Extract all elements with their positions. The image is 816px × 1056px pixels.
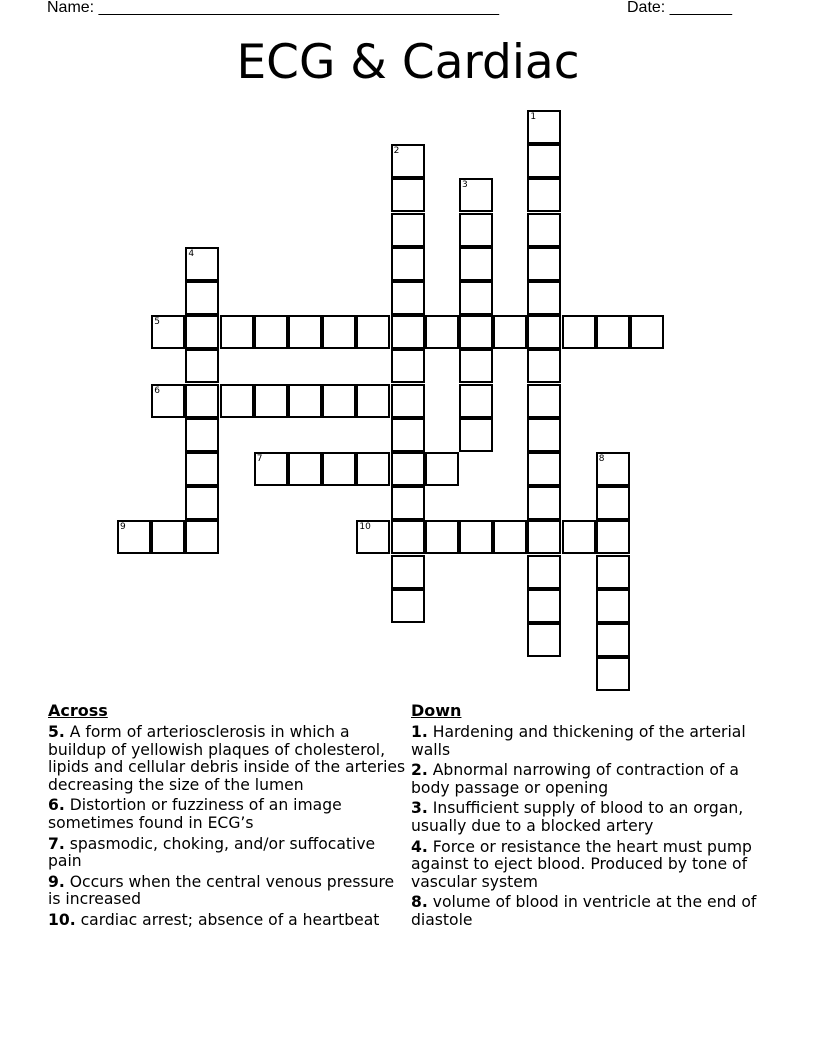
grid-cell[interactable] bbox=[391, 520, 425, 554]
down-clue bbox=[411, 800, 771, 835]
grid-cell[interactable] bbox=[220, 315, 254, 349]
grid-cell[interactable] bbox=[425, 452, 459, 486]
down-clue bbox=[411, 894, 771, 929]
clue-text: volume of blood in ventricle at the end of diastole bbox=[411, 893, 757, 929]
grid-cell[interactable] bbox=[151, 315, 185, 349]
grid-cell[interactable] bbox=[220, 384, 254, 418]
grid-cell[interactable] bbox=[391, 555, 425, 589]
grid-cell[interactable] bbox=[527, 555, 561, 589]
grid-cell[interactable] bbox=[356, 315, 390, 349]
grid-cell[interactable] bbox=[459, 281, 493, 315]
grid-cell[interactable] bbox=[391, 418, 425, 452]
grid-cell[interactable] bbox=[596, 657, 630, 691]
cell-number: 5 bbox=[154, 317, 160, 328]
grid-cell[interactable] bbox=[254, 315, 288, 349]
grid-cell[interactable] bbox=[562, 520, 596, 554]
grid-cell[interactable] bbox=[596, 520, 630, 554]
cell-number: 8 bbox=[598, 454, 605, 464]
grid-cell[interactable] bbox=[425, 520, 459, 554]
grid-cell[interactable] bbox=[288, 384, 322, 418]
down-clues bbox=[411, 702, 771, 933]
grid-cell[interactable] bbox=[117, 520, 151, 554]
grid-cell[interactable] bbox=[391, 384, 425, 418]
grid-cell[interactable] bbox=[527, 213, 561, 247]
grid-cell[interactable] bbox=[527, 110, 561, 144]
down-clue bbox=[411, 762, 771, 797]
grid-cell[interactable] bbox=[391, 144, 425, 178]
grid-cell[interactable] bbox=[630, 315, 664, 349]
clue-text: Abnormal narrowing of contraction of a body passage or opening bbox=[411, 761, 739, 797]
across-clue bbox=[48, 724, 406, 794]
cell-number: 6 bbox=[154, 385, 160, 396]
grid-cell[interactable] bbox=[459, 349, 493, 383]
grid-cell[interactable] bbox=[596, 589, 630, 623]
cell-number: 10 bbox=[359, 522, 371, 533]
grid-cell[interactable] bbox=[356, 520, 390, 554]
clue-number: 3. bbox=[411, 799, 428, 818]
clue-text: A form of arteriosclerosis in which a buildup of yellowish plaques of cholesterol, lipids and cellular debris inside of the arteries decreasing the size of the lumen bbox=[48, 723, 406, 794]
clue-number: 8. bbox=[411, 893, 428, 912]
grid-cell[interactable] bbox=[562, 315, 596, 349]
grid-cell[interactable] bbox=[459, 178, 493, 212]
grid-cell[interactable] bbox=[185, 452, 219, 486]
grid-cell[interactable] bbox=[527, 589, 561, 623]
grid-cell[interactable] bbox=[527, 349, 561, 383]
cell-number: 1 bbox=[530, 112, 537, 122]
grid-cell[interactable] bbox=[493, 520, 527, 554]
grid-cell[interactable] bbox=[391, 213, 425, 247]
grid-cell[interactable] bbox=[459, 247, 493, 281]
clue-text: Distortion or fuzziness of an image sometimes found in ECG’s bbox=[48, 796, 342, 832]
grid-cell[interactable] bbox=[185, 349, 219, 383]
cell-number: 2 bbox=[393, 146, 400, 157]
grid-cell[interactable] bbox=[254, 452, 288, 486]
cell-number: 9 bbox=[120, 522, 126, 533]
grid-cell[interactable] bbox=[527, 520, 561, 554]
grid-cell[interactable] bbox=[322, 452, 356, 486]
grid-cell[interactable] bbox=[185, 315, 219, 349]
grid-cell[interactable] bbox=[356, 384, 390, 418]
clue-text: cardiac arrest; absence of a heartbeat bbox=[80, 910, 380, 929]
clue-text: spasmodic, choking, and/or suffocative pain bbox=[48, 834, 376, 871]
grid-cell[interactable] bbox=[391, 281, 425, 315]
grid-cell[interactable] bbox=[527, 315, 561, 349]
grid-cell[interactable] bbox=[527, 247, 561, 281]
grid-cell[interactable] bbox=[596, 623, 630, 657]
grid-cell[interactable] bbox=[527, 486, 561, 520]
grid-cell[interactable] bbox=[596, 315, 630, 349]
clue-text: Force or resistance the heart must pump against to eject blood. Produced by tone of vascular system bbox=[411, 837, 752, 891]
date-field-label: Date: _______ bbox=[627, 0, 732, 16]
grid-cell[interactable] bbox=[527, 178, 561, 212]
grid-cell[interactable] bbox=[459, 315, 493, 349]
grid-cell[interactable] bbox=[527, 384, 561, 418]
clue-text: Insufficient supply of blood to an organ, usually due to a blocked artery bbox=[411, 799, 744, 835]
clue-number: 5. bbox=[48, 723, 65, 741]
down-clue bbox=[411, 839, 771, 892]
cell-number: 7 bbox=[256, 454, 263, 464]
grid-cell[interactable] bbox=[527, 418, 561, 452]
clue-number: 6. bbox=[48, 796, 65, 815]
clue-text: Occurs when the central venous pressure is increased bbox=[48, 872, 395, 909]
across-clues bbox=[48, 702, 406, 933]
grid-cell[interactable] bbox=[425, 315, 459, 349]
grid-cell[interactable] bbox=[459, 520, 493, 554]
clue-number: 7. bbox=[48, 834, 65, 853]
across-clue bbox=[48, 912, 406, 930]
cell-number: 3 bbox=[462, 180, 468, 191]
grid-cell[interactable] bbox=[185, 247, 219, 281]
grid-cell[interactable] bbox=[322, 384, 356, 418]
grid-cell[interactable] bbox=[527, 452, 561, 486]
grid-cell[interactable] bbox=[527, 281, 561, 315]
grid-cell[interactable] bbox=[391, 589, 425, 623]
clue-text: Hardening and thickening of the arterial walls bbox=[411, 723, 746, 759]
grid-cell[interactable] bbox=[459, 418, 493, 452]
grid-cell[interactable] bbox=[185, 384, 219, 418]
grid-cell[interactable] bbox=[596, 452, 630, 486]
grid-cell[interactable] bbox=[391, 247, 425, 281]
down-heading: Down bbox=[411, 701, 462, 720]
grid-cell[interactable] bbox=[322, 315, 356, 349]
clue-number: 2. bbox=[411, 761, 428, 780]
grid-cell[interactable] bbox=[527, 623, 561, 657]
across-clue bbox=[48, 874, 406, 909]
clue-number: 9. bbox=[48, 872, 65, 891]
puzzle-title: ECG & Cardiac bbox=[236, 35, 580, 90]
grid-cell[interactable] bbox=[151, 520, 185, 554]
clue-number: 10. bbox=[48, 910, 76, 929]
across-heading: Across bbox=[48, 701, 108, 720]
grid-cell[interactable] bbox=[185, 281, 219, 315]
grid-cell[interactable] bbox=[185, 520, 219, 554]
grid-cell[interactable] bbox=[527, 144, 561, 178]
grid-cell[interactable] bbox=[493, 315, 527, 349]
grid-cell[interactable] bbox=[391, 452, 425, 486]
grid-cell[interactable] bbox=[356, 452, 390, 486]
grid-cell[interactable] bbox=[185, 418, 219, 452]
grid-cell[interactable] bbox=[288, 315, 322, 349]
clue-number: 4. bbox=[411, 837, 428, 856]
down-clue bbox=[411, 724, 771, 759]
cell-number: 4 bbox=[188, 248, 195, 259]
grid-cell[interactable] bbox=[391, 315, 425, 349]
clue-number: 1. bbox=[411, 723, 428, 741]
grid-cell[interactable] bbox=[185, 486, 219, 520]
grid-cell[interactable] bbox=[596, 555, 630, 589]
across-clue bbox=[48, 836, 406, 871]
grid-cell[interactable] bbox=[391, 349, 425, 383]
grid-cell[interactable] bbox=[288, 452, 322, 486]
name-field-label: Name: _____________________________________________ bbox=[47, 0, 499, 16]
grid-cell[interactable] bbox=[391, 486, 425, 520]
across-clue bbox=[48, 797, 406, 832]
grid-cell[interactable] bbox=[596, 486, 630, 520]
grid-cell[interactable] bbox=[151, 384, 185, 418]
grid-cell[interactable] bbox=[254, 384, 288, 418]
grid-cell[interactable] bbox=[459, 384, 493, 418]
grid-cell[interactable] bbox=[391, 178, 425, 212]
grid-cell[interactable] bbox=[459, 213, 493, 247]
